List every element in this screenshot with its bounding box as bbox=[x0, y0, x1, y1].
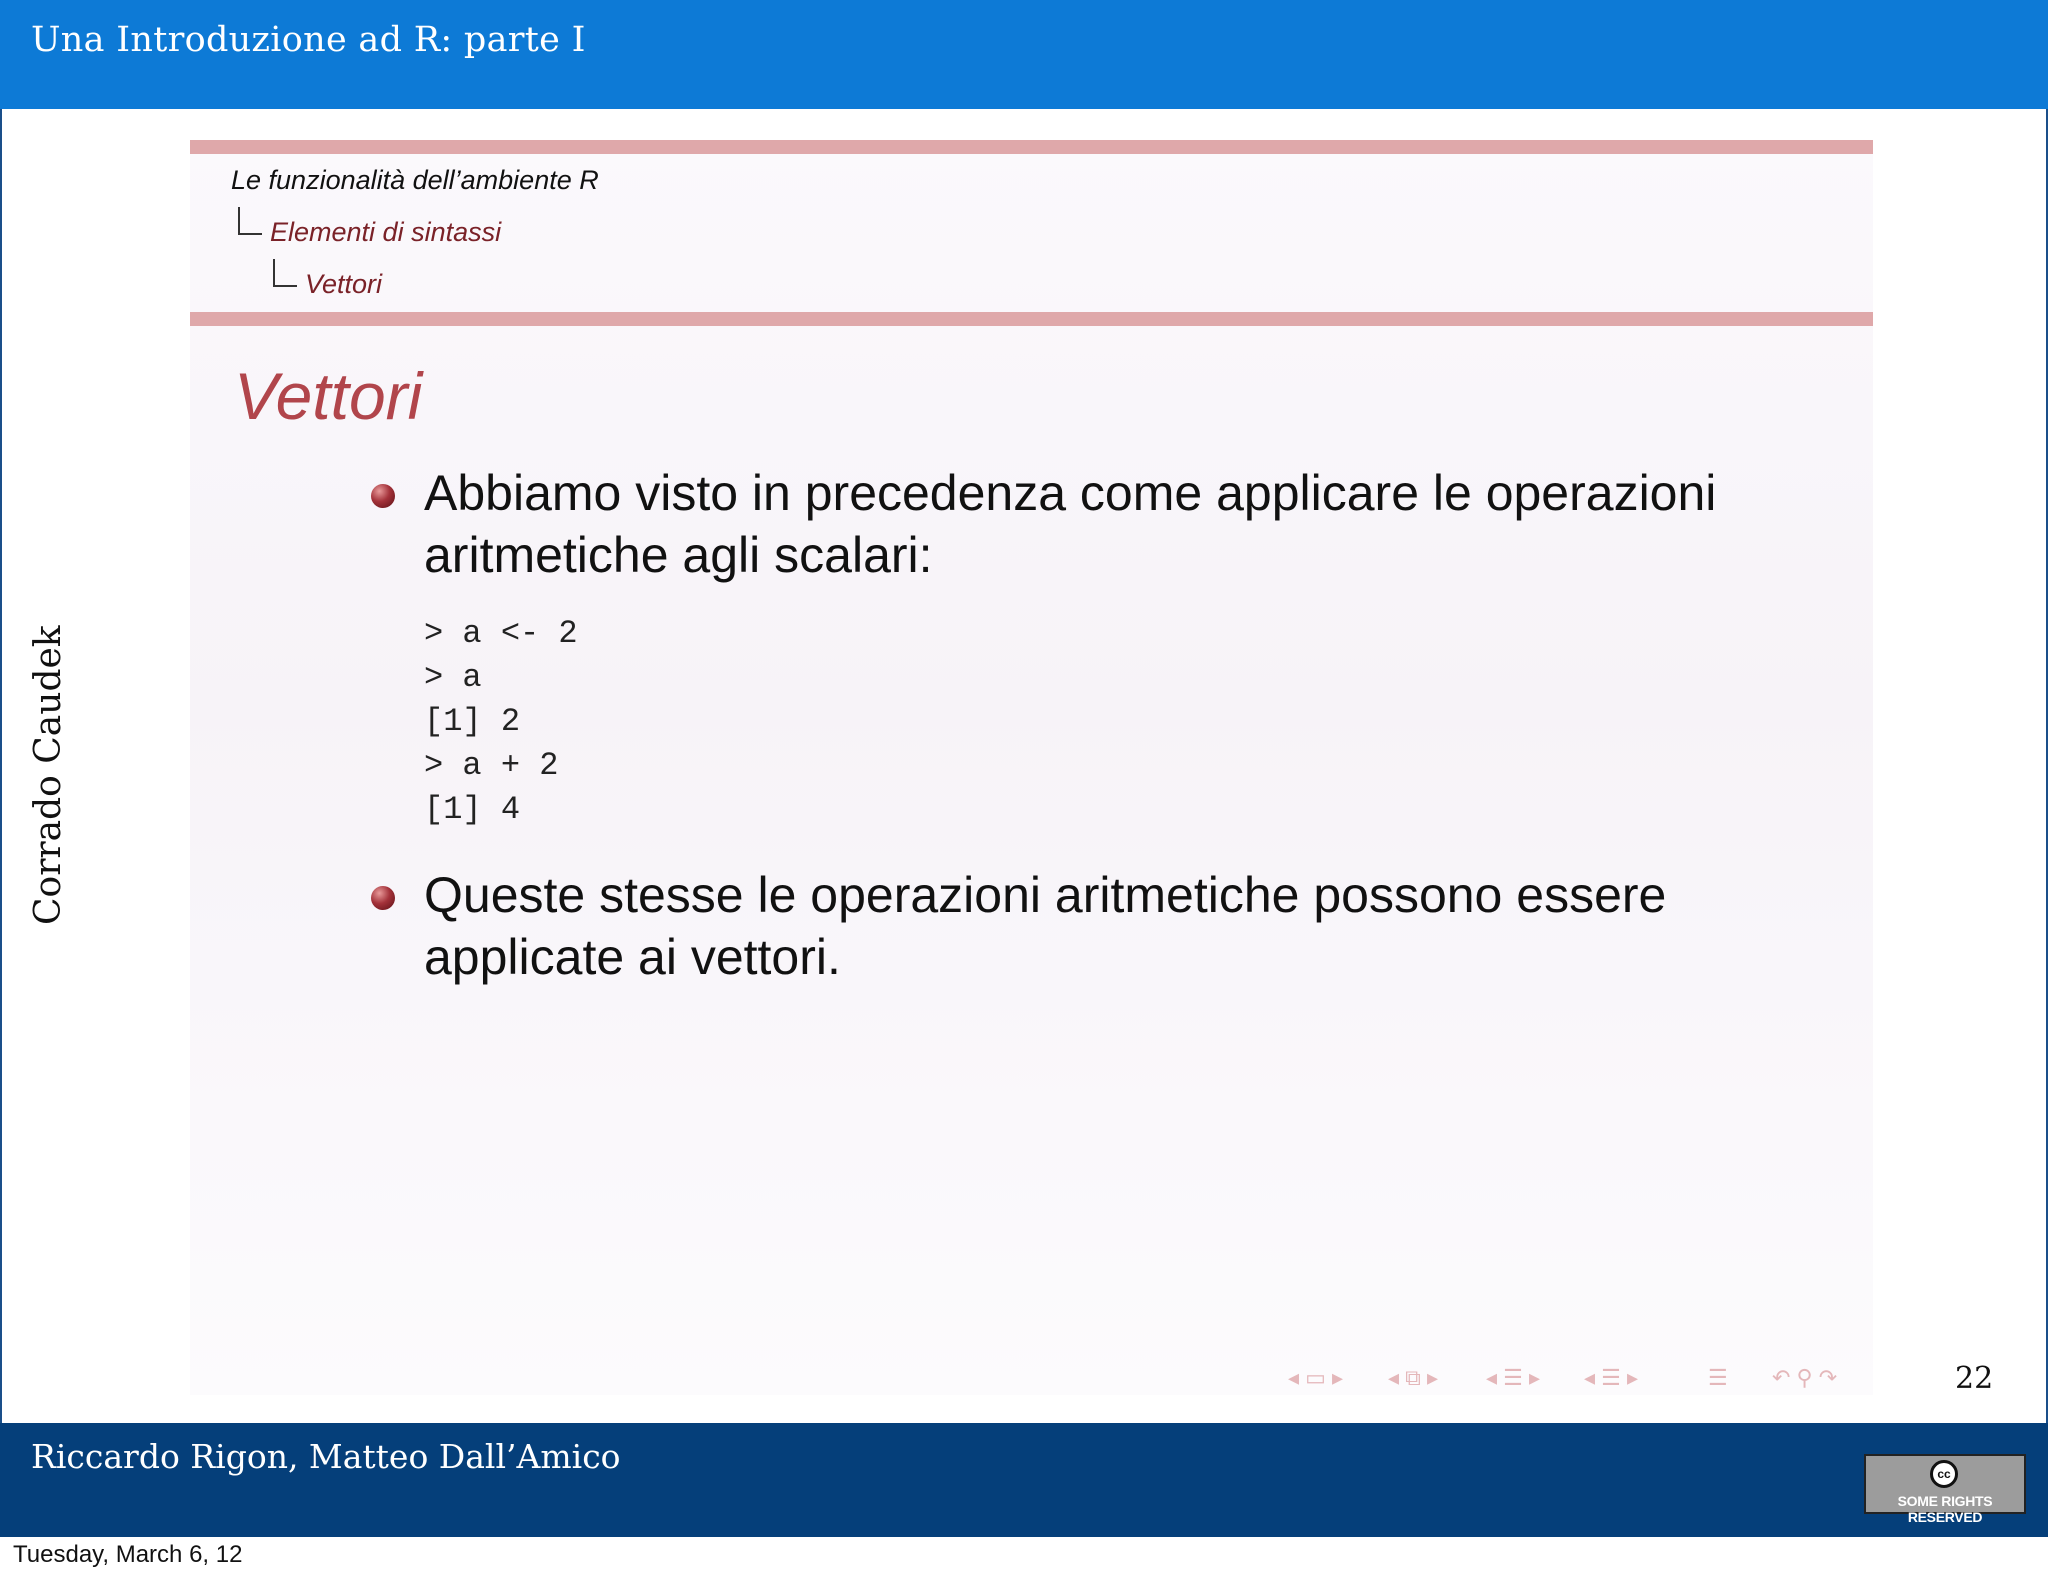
print-date: Tuesday, March 6, 12 bbox=[13, 1541, 243, 1568]
breadcrumb-top-rule bbox=[190, 140, 1873, 154]
bullet-ball-icon bbox=[371, 484, 395, 508]
code-line: > a + 2 bbox=[424, 747, 559, 784]
footer-authors: Riccardo Rigon, Matteo Dall’Amico bbox=[31, 1437, 621, 1476]
creative-commons-icon: cc bbox=[1930, 1460, 1958, 1488]
tree-branch-icon bbox=[273, 259, 297, 287]
code-line: > a bbox=[424, 659, 482, 696]
breadcrumb-subsection: Elementi di sintassi bbox=[270, 217, 502, 247]
bullet-ball-icon bbox=[371, 886, 395, 910]
nav-toc-icon[interactable]: ☰ bbox=[1708, 1365, 1728, 1390]
cc-license-badge[interactable] bbox=[1864, 1454, 2026, 1525]
code-line: [1] 4 bbox=[424, 791, 521, 828]
bullet-item: Abbiamo visto in precedenza come applicare le operazioni aritmetiche agli scalari: bbox=[424, 465, 1717, 583]
page-number: 22 bbox=[1955, 1361, 1994, 1396]
breadcrumb-section: Le funzionalità dell’ambiente R bbox=[231, 165, 599, 195]
tree-branch-icon bbox=[238, 207, 262, 235]
license-text: SOME RIGHTS RESERVED bbox=[1897, 1493, 1993, 1525]
nav-frame-icon[interactable]: ◂ ▭ ▸ bbox=[1288, 1365, 1344, 1390]
nav-slide-icon[interactable]: ◂ ⧉ ▸ bbox=[1388, 1365, 1439, 1390]
sidebar-author: Corrado Caudek bbox=[28, 625, 69, 925]
code-line: > a <- 2 bbox=[424, 615, 578, 652]
slide-title: Vettori bbox=[234, 359, 423, 433]
nav-subsection-icon[interactable]: ◂ ☰ ▸ bbox=[1486, 1365, 1541, 1390]
nav-section-icon[interactable]: ◂ ☰ ▸ bbox=[1584, 1365, 1639, 1390]
breadcrumb-bottom-rule bbox=[190, 312, 1873, 326]
breadcrumb-subsubsection: Vettori bbox=[305, 269, 383, 299]
code-block bbox=[424, 612, 578, 832]
nav-undo-search-redo-icon[interactable]: ↶ ⚲ ↷ bbox=[1772, 1365, 1838, 1390]
code-line: [1] 2 bbox=[424, 703, 521, 740]
presentation-title: Una Introduzione ad R: parte I bbox=[31, 20, 586, 60]
bullet-item: Queste stesse le operazioni aritmetiche possono essere applicate ai vettori. bbox=[424, 867, 1667, 985]
